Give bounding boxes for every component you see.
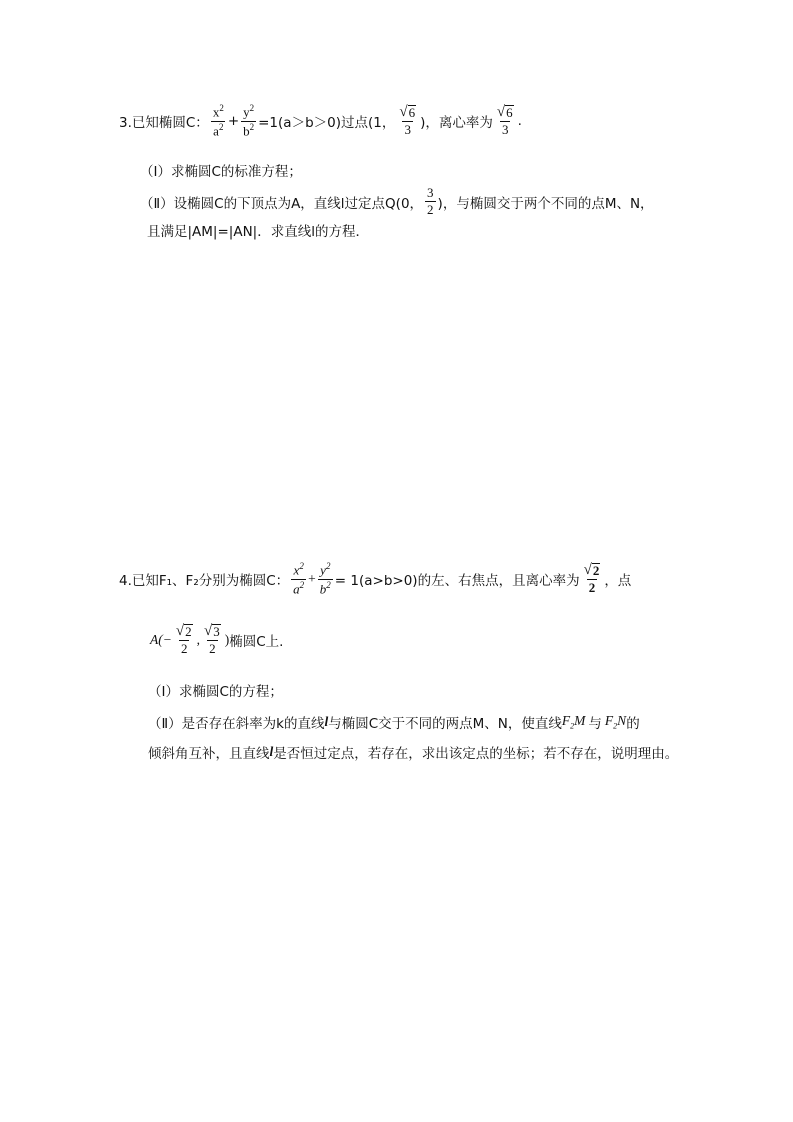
q3-part2-cont: 且满足|AM|=|AN|．求直线l的方程． [147,224,369,240]
q3-y-fraction: $\frac{y^2}{b^2}$ [243,103,255,138]
q3-part2: （Ⅱ）设椭圆C的下顶点为A，直线l过定点Q(0， $\frac{3}{2}$ )，与椭圆交于两个不同的点M、N， [140,185,654,218]
q4-eq-rest: = 1(a>b>0)的左、右焦点，且离心率为 [334,573,580,590]
q4-part2: （Ⅱ）是否存在斜率为k的直线 l 与椭圆C交于不同的两点M、N，使直线 $F_2M$ 与 $F_2N$ 的 [148,713,640,732]
q3-eq-rest: =1(a＞b＞0)过点(1， [258,115,396,132]
q4-ecc-fraction: √ 2 2 [583,561,600,595]
q3-x-fraction: $\frac{x^2}{a^2}$ [212,103,224,138]
q4-x-fraction: $\frac{x^2}{a^2}$ [293,561,305,596]
q3-stem: 3.已知椭圆C： $\frac{x^2}{a^2}$ + $\frac{y^2}{b^2}$ =1(a＞b＞0)过点(1， √ 6 3 )，离心率为 √ 6 3 . [119,103,522,138]
q4-ay-fraction: √ 3 2 [203,623,220,656]
q4-y-fraction: $\frac{y^2}{b^2}$ [319,561,331,596]
q4-point-a: A(− √ 2 2 , √ 3 2 ) 椭圆C上. [150,623,284,656]
q3-prefix: 3.已知椭圆C： [119,115,209,132]
q3-q-fraction: $\frac{3}{2}$ [427,185,434,218]
q3-point-fraction: √ 6 3 [399,103,416,137]
q4-part1: （Ⅰ）求椭圆C的方程； [148,684,283,700]
q3-ecc-fraction: √ 6 3 [496,103,513,137]
q4-ax-fraction: √ 2 2 [175,623,192,656]
q4-prefix: 4.已知F₁、F₂分别为椭圆C： [119,573,290,590]
q4-part2-cont: 倾斜角互补，且直线 l 是否恒过定点，若存在，求出该定点的坐标；若不存在，说明理由。 [148,744,679,762]
q3-part1: （I）求椭圆C的标准方程； [140,164,302,180]
q4-stem: 4.已知F₁、F₂分别为椭圆C： $\frac{x^2}{a^2}$ + $\frac{y^2}{b^2}$ = 1(a>b>0)的左、右焦点，且离心率为 √ 2 2 ，点 [119,561,632,596]
q3-mid: )，离心率为 [420,115,493,132]
